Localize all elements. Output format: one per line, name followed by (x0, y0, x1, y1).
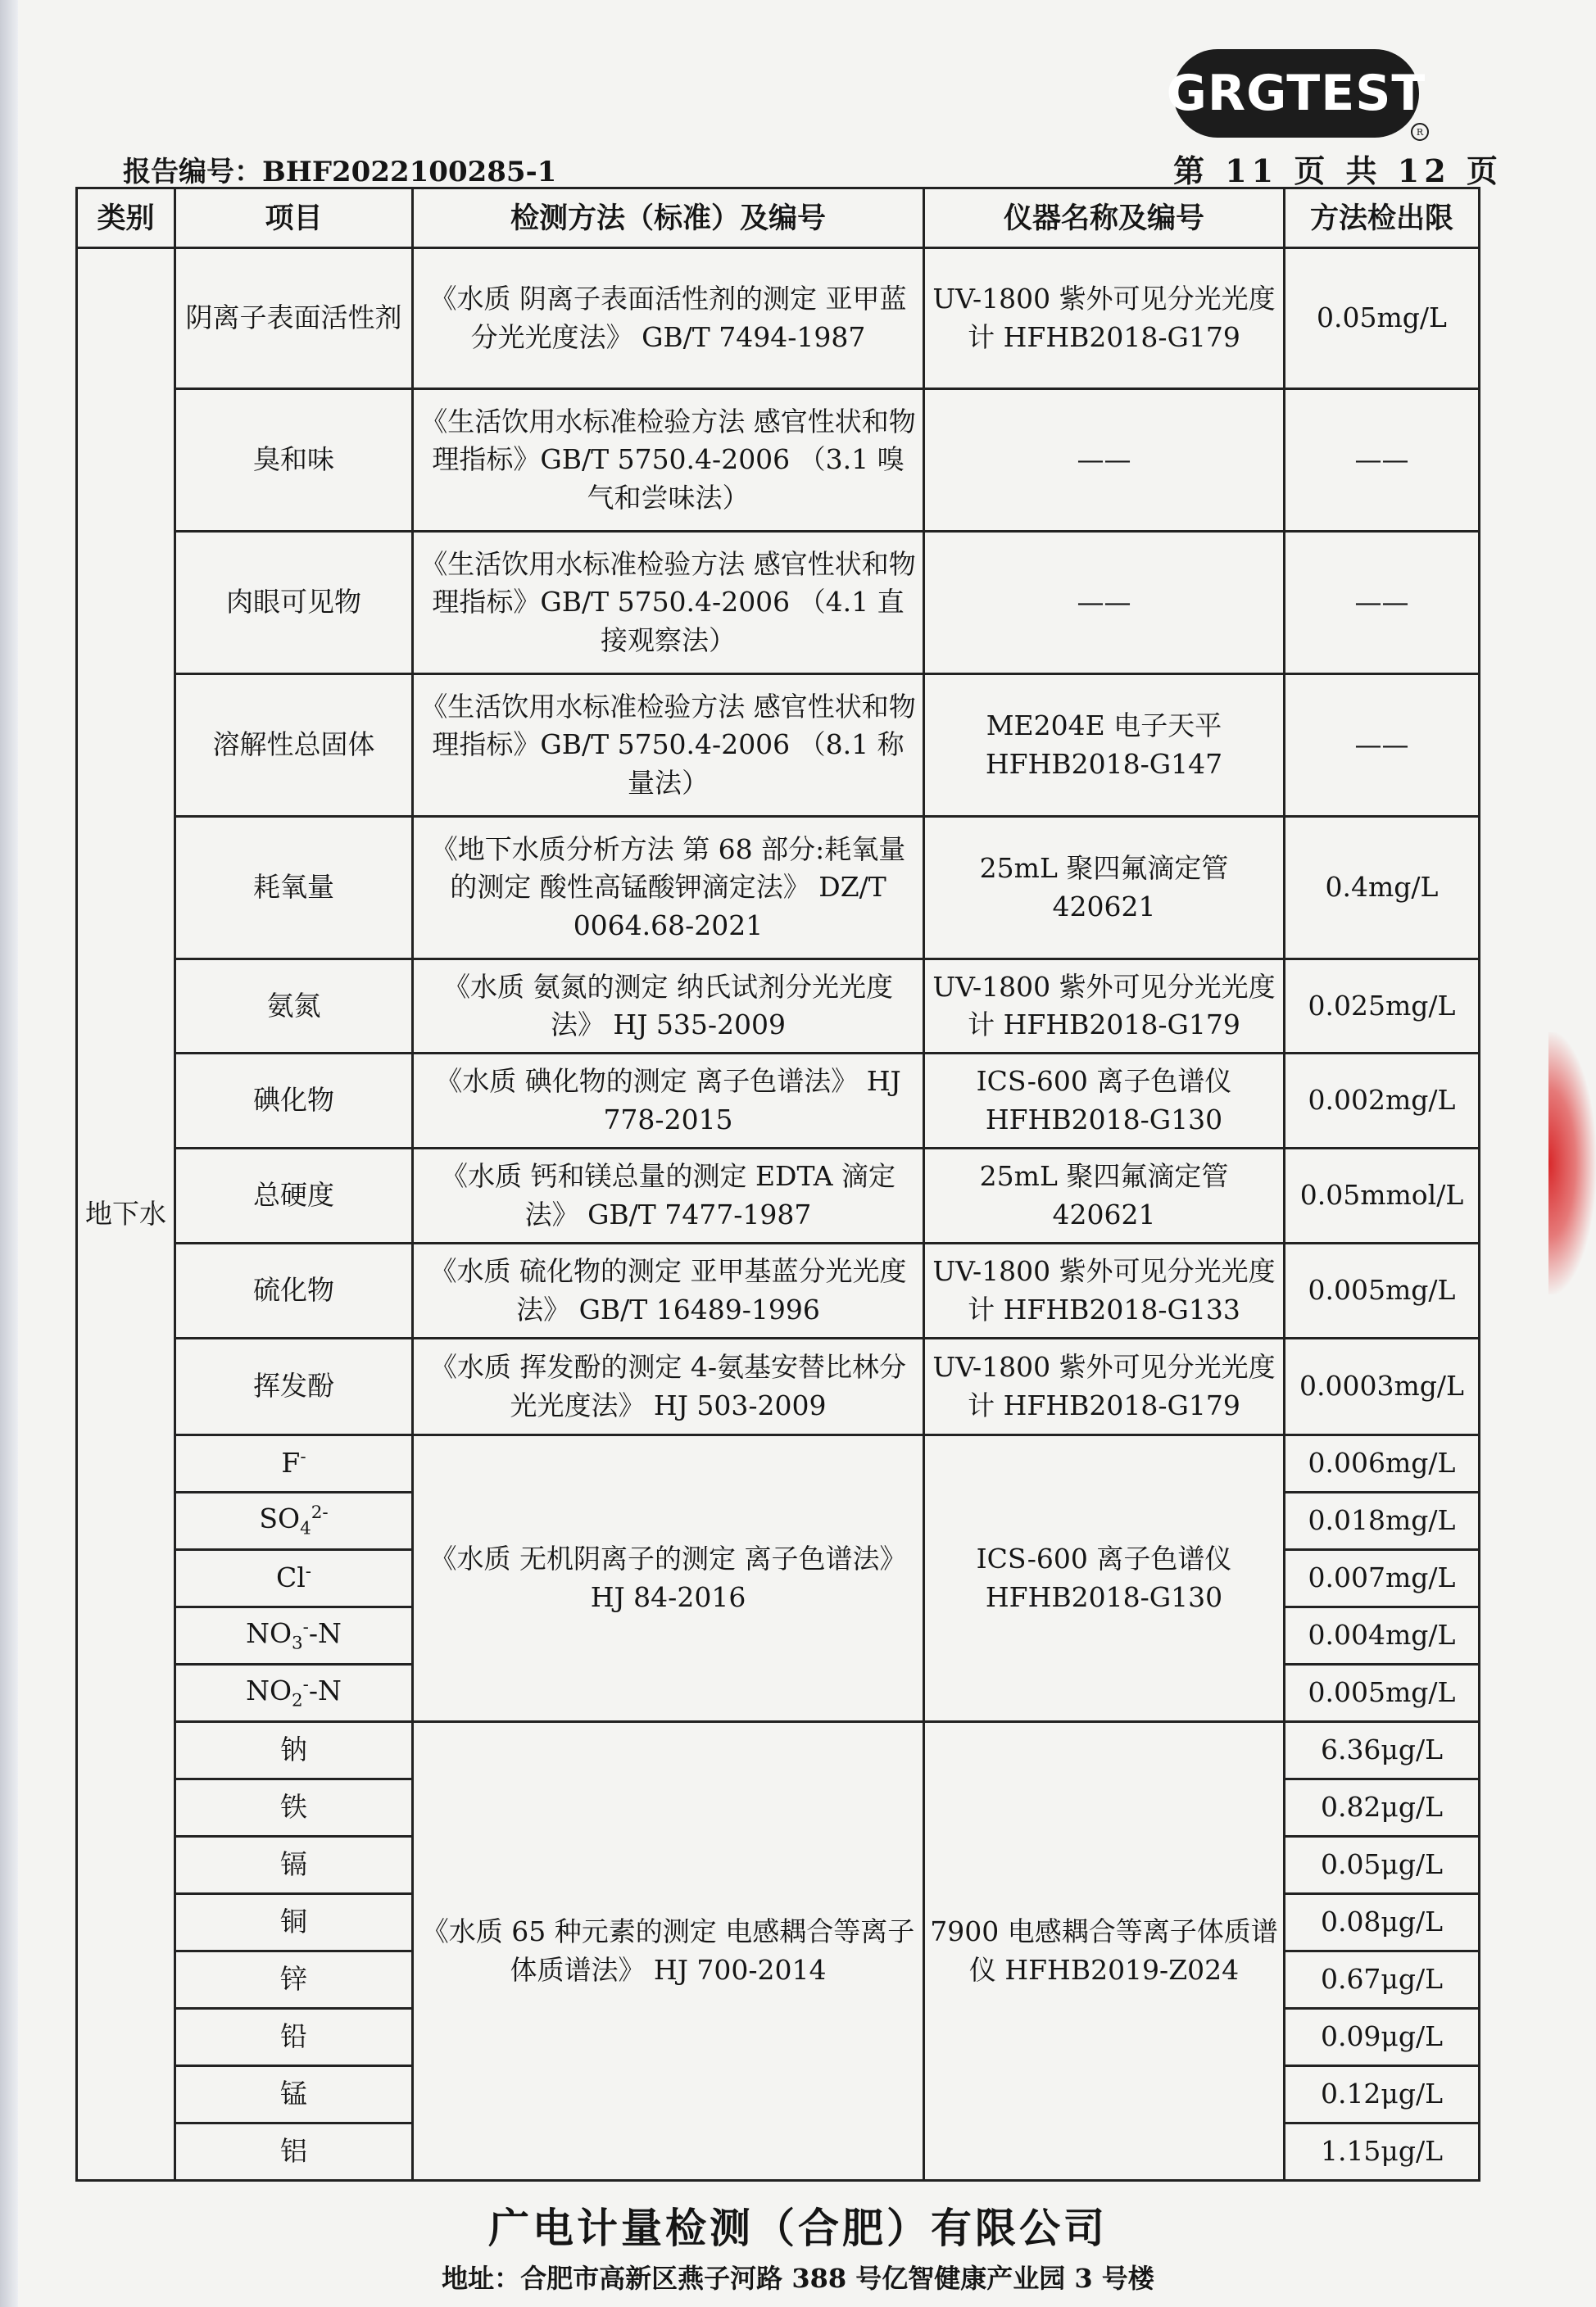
limit-cell: 0.67μg/L (1285, 1951, 1480, 2009)
instrument-cell: ICS-600 离子色谱仪 HFHB2018-G130 (924, 1054, 1285, 1149)
page-number: 第 11 页 共 12 页 (1173, 152, 1503, 189)
method-cell: 《水质 氨氮的测定 纳氏试剂分光光度法》 HJ 535-2009 (413, 959, 924, 1054)
limit-cell: 0.005mg/L (1285, 1244, 1480, 1339)
method-cell: 《生活饮用水标准检验方法 感官性状和物理指标》GB/T 5750.4-2006 （4.1 直接观察法） (413, 532, 924, 674)
method-cell: 《水质 挥发酚的测定 4-氨基安替比林分光光度法》 HJ 503-2009 (413, 1339, 924, 1435)
item-cell: 氨氮 (175, 959, 413, 1054)
limit-cell: 0.004mg/L (1285, 1607, 1480, 1665)
method-cell: 《水质 碘化物的测定 离子色谱法》 HJ 778-2015 (413, 1054, 924, 1149)
header-item: 项目 (175, 188, 413, 248)
detection-method-table (75, 187, 1480, 2182)
table-row (77, 1339, 1480, 1435)
item-cell: 挥发酚 (175, 1339, 413, 1435)
red-seal-stamp (1548, 1032, 1596, 1294)
item-formula-sup: - (305, 1561, 312, 1583)
limit-cell: 0.025mg/L (1285, 959, 1480, 1054)
instrument-cell: —— (924, 389, 1285, 532)
instrument-cell: —— (924, 532, 1285, 674)
item-formula: Cl (275, 1561, 306, 1594)
table-row (77, 1244, 1480, 1339)
item-formula-sub: 3 (292, 1633, 303, 1654)
method-cell: 《水质 阴离子表面活性剂的测定 亚甲蓝分光光度法》 GB/T 7494-1987 (413, 248, 924, 389)
table-row (77, 959, 1480, 1054)
item-cell: 锌 (175, 1951, 413, 2009)
item-cell: 臭和味 (175, 389, 413, 532)
item-formula-tail: -N (308, 1617, 342, 1650)
table-header-row (77, 188, 1480, 248)
method-cell: 《生活饮用水标准检验方法 感官性状和物理指标》GB/T 5750.4-2006 （3.1 嗅气和尝味法） (413, 389, 924, 532)
item-cell: 碘化物 (175, 1054, 413, 1149)
limit-cell: 0.4mg/L (1285, 817, 1480, 959)
limit-cell: 0.002mg/L (1285, 1054, 1480, 1149)
table-row (77, 1435, 1480, 1493)
item-cell (175, 1607, 413, 1665)
table-row (77, 674, 1480, 817)
item-cell: 铜 (175, 1894, 413, 1951)
logo-text: GRGTEST (1166, 65, 1426, 122)
item-cell: 硫化物 (175, 1244, 413, 1339)
limit-cell: 0.05mmol/L (1285, 1149, 1480, 1244)
item-formula-sup: 2- (311, 1502, 329, 1524)
limit-cell: 0.0003mg/L (1285, 1339, 1480, 1435)
table-row (77, 1149, 1480, 1244)
limit-cell: 0.09μg/L (1285, 2009, 1480, 2066)
limit-cell: 0.05mg/L (1285, 248, 1480, 389)
limit-cell: —— (1285, 532, 1480, 674)
limit-cell: 0.005mg/L (1285, 1665, 1480, 1722)
item-cell: 肉眼可见物 (175, 532, 413, 674)
item-formula-sub: 2 (292, 1690, 303, 1711)
limit-cell: 6.36μg/L (1285, 1722, 1480, 1779)
footer-address: 地址：合肥市高新区燕子河路 388 号亿智健康产业园 3 号楼 (442, 2263, 1154, 2294)
item-cell: 溶解性总固体 (175, 674, 413, 817)
header-detection-limit: 方法检出限 (1285, 188, 1480, 248)
company-logo (1166, 49, 1426, 138)
item-cell: 耗氧量 (175, 817, 413, 959)
item-cell: 阴离子表面活性剂 (175, 248, 413, 389)
method-cell: 《水质 钙和镁总量的测定 EDTA 滴定法》 GB/T 7477-1987 (413, 1149, 924, 1244)
limit-cell: —— (1285, 674, 1480, 817)
item-formula-sup: - (300, 1447, 306, 1468)
limit-cell: 0.006mg/L (1285, 1435, 1480, 1493)
limit-cell: 0.12μg/L (1285, 2066, 1480, 2123)
registered-mark-icon: R (1411, 123, 1429, 141)
item-cell (175, 1493, 413, 1550)
limit-cell: 0.018mg/L (1285, 1493, 1480, 1550)
item-cell: 钠 (175, 1722, 413, 1779)
footer-company-name: 广电计量检测（合肥）有限公司 (488, 2204, 1108, 2252)
table-row (77, 389, 1480, 532)
limit-cell: —— (1285, 389, 1480, 532)
method-cell: 《水质 硫化物的测定 亚甲基蓝分光光度法》 GB/T 16489-1996 (413, 1244, 924, 1339)
table-row (77, 248, 1480, 389)
header-instrument: 仪器名称及编号 (924, 188, 1285, 248)
page-edge (0, 0, 18, 2307)
instrument-cell: 7900 电感耦合等离子体质谱仪 HFHB2019-Z024 (924, 1722, 1285, 2181)
item-cell: 总硬度 (175, 1149, 413, 1244)
item-cell: 锰 (175, 2066, 413, 2123)
limit-cell: 0.82μg/L (1285, 1779, 1480, 1837)
instrument-cell: 25mL 聚四氟滴定管 420621 (924, 1149, 1285, 1244)
item-cell (175, 1435, 413, 1493)
limit-cell: 0.007mg/L (1285, 1550, 1480, 1607)
item-formula: NO (246, 1675, 292, 1707)
item-formula: SO (259, 1502, 301, 1535)
method-cell: 《水质 无机阴离子的测定 离子色谱法》 HJ 84-2016 (413, 1435, 924, 1722)
item-formula-sup: - (302, 1675, 309, 1696)
instrument-cell: UV-1800 紫外可见分光光度计 HFHB2018-G179 (924, 248, 1285, 389)
item-cell: 镉 (175, 1837, 413, 1894)
item-formula-sub: 4 (300, 1518, 311, 1539)
instrument-cell: ICS-600 离子色谱仪 HFHB2018-G130 (924, 1435, 1285, 1722)
table-row (77, 1054, 1480, 1149)
item-cell: 铝 (175, 2123, 413, 2181)
limit-cell: 0.08μg/L (1285, 1894, 1480, 1951)
instrument-cell: UV-1800 紫外可见分光光度计 HFHB2018-G133 (924, 1244, 1285, 1339)
method-cell: 《水质 65 种元素的测定 电感耦合等离子体质谱法》 HJ 700-2014 (413, 1722, 924, 2181)
instrument-cell: UV-1800 紫外可见分光光度计 HFHB2018-G179 (924, 959, 1285, 1054)
instrument-cell: UV-1800 紫外可见分光光度计 HFHB2018-G179 (924, 1339, 1285, 1435)
category-cell: 地下水 (77, 248, 175, 2181)
item-cell (175, 1665, 413, 1722)
method-cell: 《生活饮用水标准检验方法 感官性状和物理指标》GB/T 5750.4-2006 （8.1 称量法） (413, 674, 924, 817)
instrument-cell: ME204E 电子天平 HFHB2018-G147 (924, 674, 1285, 817)
instrument-cell: 25mL 聚四氟滴定管 420621 (924, 817, 1285, 959)
table-row (77, 1722, 1480, 1779)
limit-cell: 0.05μg/L (1285, 1837, 1480, 1894)
table-row (77, 532, 1480, 674)
item-cell (175, 1550, 413, 1607)
item-formula-tail: -N (308, 1675, 342, 1707)
table-row (77, 817, 1480, 959)
report-number: 报告编号：BHF2022100285-1 (123, 156, 557, 188)
item-formula: F (281, 1447, 301, 1480)
item-cell: 铁 (175, 1779, 413, 1837)
limit-cell: 1.15μg/L (1285, 2123, 1480, 2181)
item-formula: NO (246, 1617, 292, 1650)
method-cell: 《地下水质分析方法 第 68 部分:耗氧量的测定 酸性高锰酸钾滴定法》 DZ/T 0064.68-2021 (413, 817, 924, 959)
item-cell: 铅 (175, 2009, 413, 2066)
item-formula-sup: - (302, 1617, 309, 1638)
header-category: 类别 (77, 188, 175, 248)
header-method: 检测方法（标准）及编号 (413, 188, 924, 248)
